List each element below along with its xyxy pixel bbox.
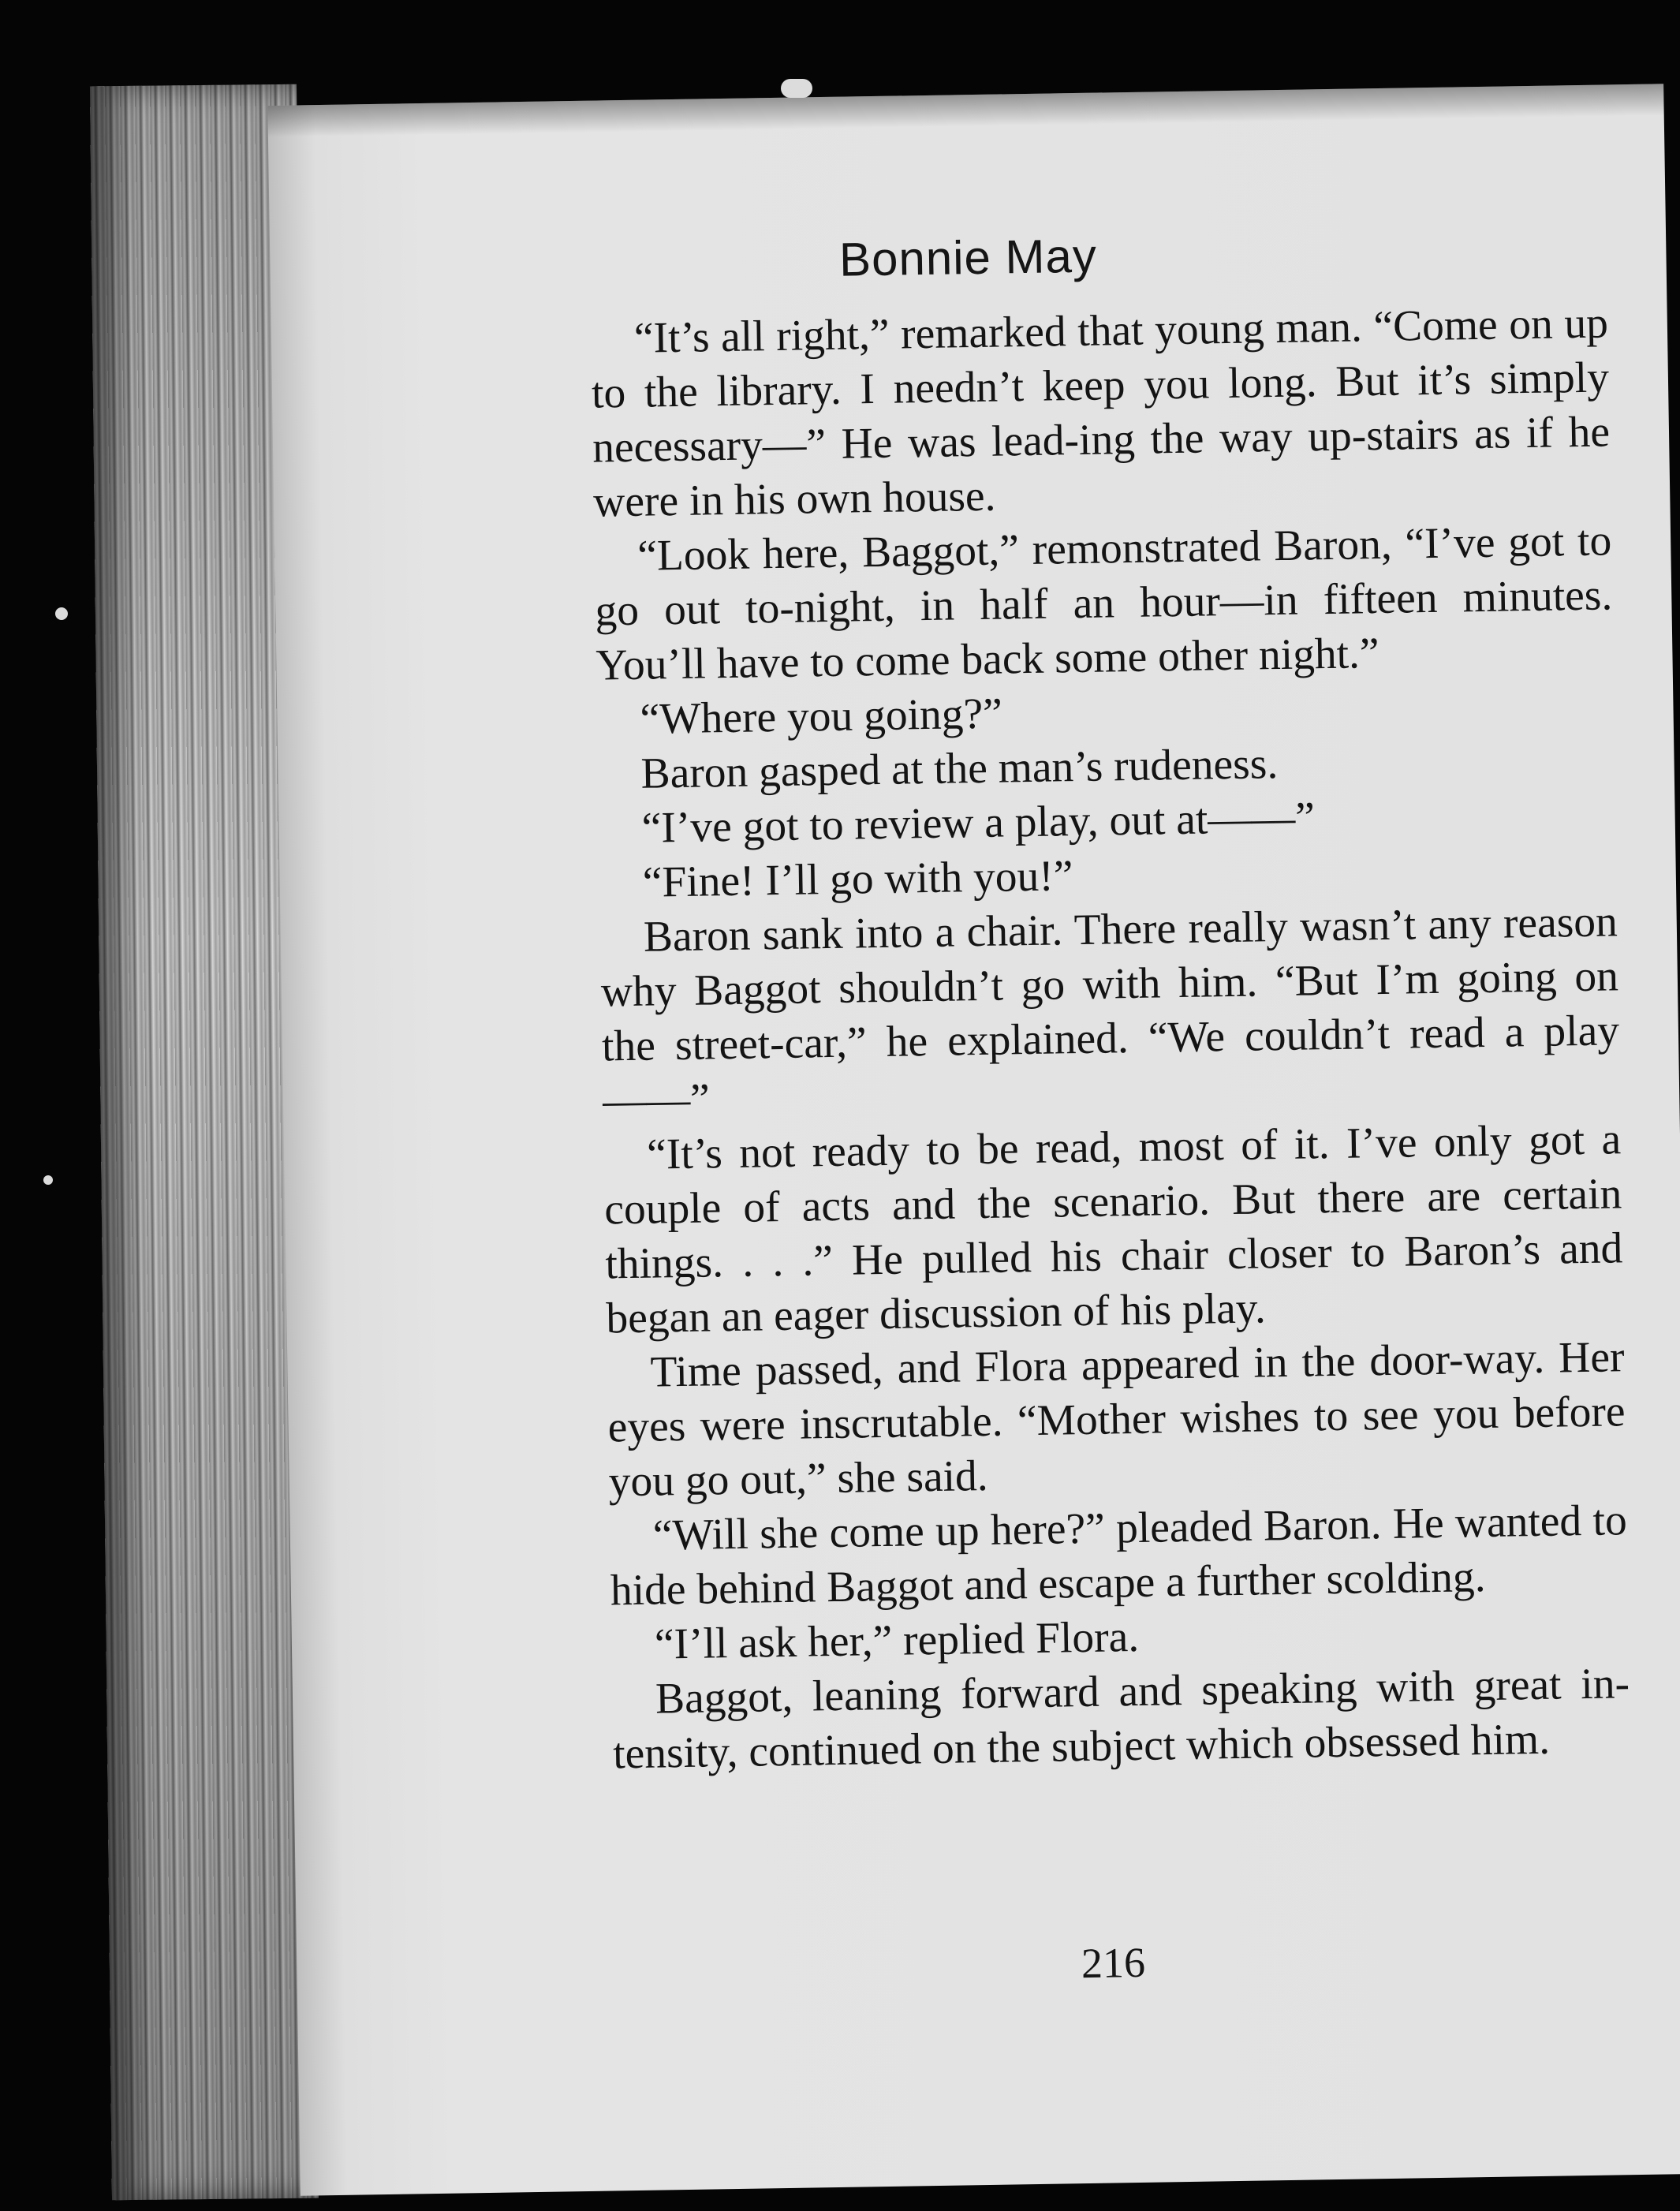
paragraph: “It’s all right,” remarked that young man. “Come on up to the library. I needn’t keep you long. But it’s simply necessary—” He was lead-ing the way up-stairs as if he were in his own house. [591,299,1611,527]
paragraph: “It’s not ready to be read, most of it. I’ve only got a couple of acts and the scenario. But there are certain things. . . .” He pulled his chair closer to Baron’s and began an eager discussion of his play. [603,1115,1623,1343]
book-page [267,84,1680,2195]
running-head: Bonnie May [838,229,1098,286]
paragraph: “Look here, Baggot,” remonstrated Baron, “I’ve got to go out to-night, in half an hour—in fifteen minutes. You’ll have to come back some other night.” [594,517,1613,690]
paragraph: “I’ve got to review a play, out at——” [641,794,1316,853]
paragraph: “Where you going?” [640,689,1003,744]
paragraph: “I’ll ask her,” replied Flora. [654,1612,1140,1669]
dust-speck [55,607,68,620]
paragraph: “Will she come up here?” pleaded Baron. He wanted to hide behind Baggot and escape a further scolding. [610,1496,1628,1615]
paragraph: Baron gasped at the man’s rudeness. [640,740,1279,798]
body-text [590,296,1630,1781]
paragraph: “Fine! I’ll go with you!” [642,852,1073,907]
dust-speck [43,1175,53,1185]
paragraph: Baron sank into a chair. There really wasn’t any reason why Baggot shouldn’t go with him. “But I’m going on the street-car,” he explained. “We couldn’t read a play——” [600,898,1620,1126]
dust-speck [781,79,812,98]
page-number: 216 [1081,1938,1146,1988]
paragraph: Time passed, and Flora appeared in the door-way. Her eyes were inscrutable. “Mother wishes to see you before you go out,” she said. [607,1333,1626,1507]
page-top-shadow [267,84,1663,137]
paragraph: Baggot, leaning forward and speaking with great in-tensity, continued on the subject which obsessed him. [612,1660,1630,1779]
